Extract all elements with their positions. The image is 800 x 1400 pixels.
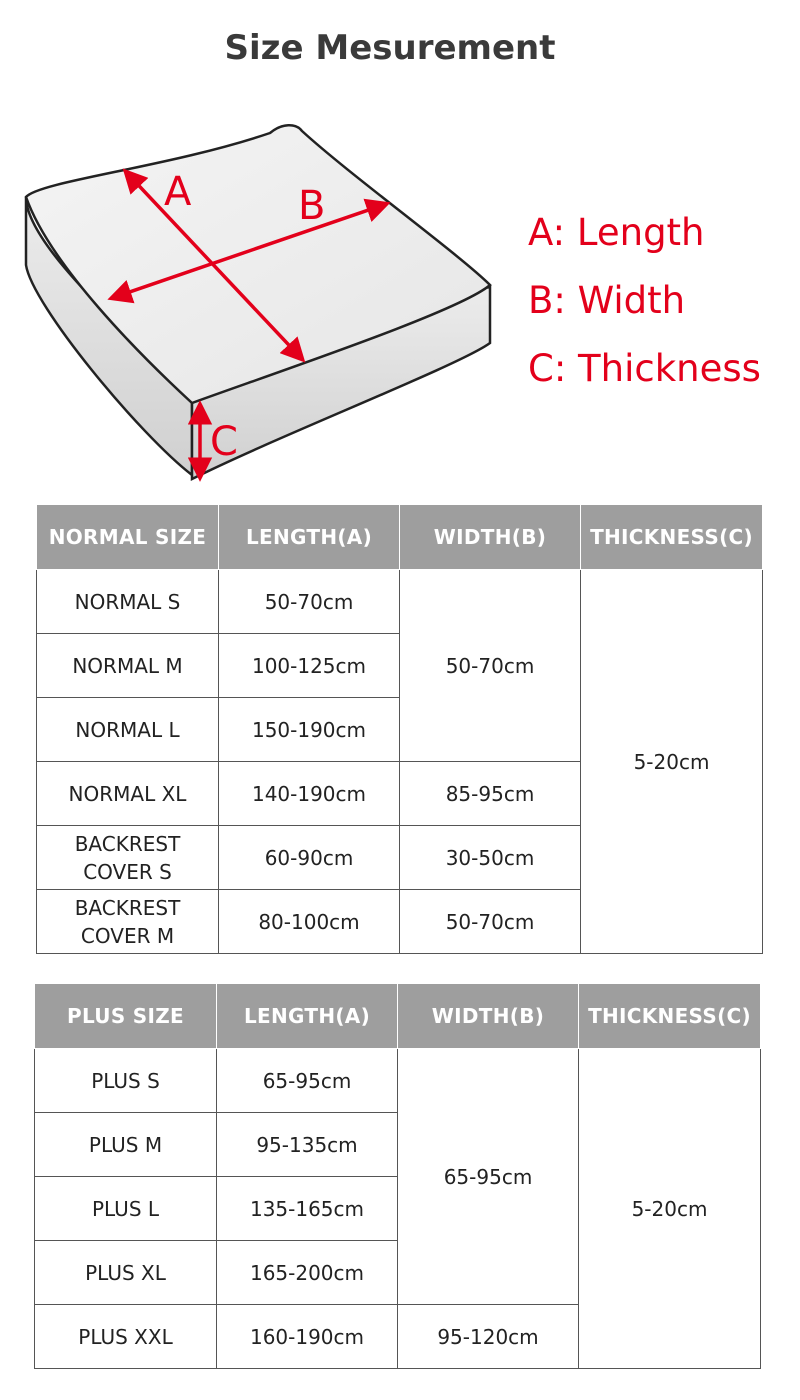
- header-length: LENGTH(A): [219, 505, 400, 570]
- table-header-row: [37, 505, 763, 570]
- table-row: [35, 1049, 761, 1113]
- length-cell: 135-165cm: [217, 1177, 398, 1241]
- width-cell: 85-95cm: [400, 762, 581, 826]
- width-cell: 95-120cm: [398, 1305, 579, 1369]
- header-length: LENGTH(A): [217, 984, 398, 1049]
- size-cell: BACKREST COVER S: [37, 826, 219, 890]
- width-cell: 50-70cm: [400, 890, 581, 954]
- table-header-row: [35, 984, 761, 1049]
- length-cell: 80-100cm: [219, 890, 400, 954]
- header-thickness: THICKNESS(C): [579, 984, 761, 1049]
- length-cell: 50-70cm: [219, 570, 400, 634]
- length-cell: 100-125cm: [219, 634, 400, 698]
- label-c: C: [210, 419, 238, 465]
- size-cell: PLUS L: [35, 1177, 217, 1241]
- legend-thickness: C: Thickness: [528, 347, 761, 390]
- size-cell: NORMAL L: [37, 698, 219, 762]
- width-cell-merged: 50-70cm: [400, 570, 581, 762]
- table-row: [37, 570, 763, 634]
- legend-length: A: Length: [528, 211, 705, 254]
- length-cell: 60-90cm: [219, 826, 400, 890]
- length-cell: 165-200cm: [217, 1241, 398, 1305]
- header-width: WIDTH(B): [400, 505, 581, 570]
- size-cell: PLUS XL: [35, 1241, 217, 1305]
- header-thickness: THICKNESS(C): [581, 505, 763, 570]
- size-cell: PLUS M: [35, 1113, 217, 1177]
- size-cell: PLUS XXL: [35, 1305, 217, 1369]
- length-cell: 95-135cm: [217, 1113, 398, 1177]
- length-cell: 150-190cm: [219, 698, 400, 762]
- width-cell: 30-50cm: [400, 826, 581, 890]
- size-cell: PLUS S: [35, 1049, 217, 1113]
- header-width: WIDTH(B): [398, 984, 579, 1049]
- size-cell: NORMAL S: [37, 570, 219, 634]
- size-cell: NORMAL M: [37, 634, 219, 698]
- legend-width: B: Width: [528, 279, 686, 322]
- length-cell: 160-190cm: [217, 1305, 398, 1369]
- header-normal-size: NORMAL SIZE: [37, 505, 219, 570]
- width-cell-merged: 65-95cm: [398, 1049, 579, 1305]
- length-cell: 65-95cm: [217, 1049, 398, 1113]
- dimension-legend: [528, 205, 761, 409]
- plus-size-table: [34, 983, 761, 1369]
- thickness-cell-merged: 5-20cm: [579, 1049, 761, 1369]
- length-cell: 140-190cm: [219, 762, 400, 826]
- label-a: A: [164, 169, 192, 215]
- page-title: Size Mesurement: [224, 28, 556, 68]
- cushion-diagram: [20, 115, 500, 487]
- header-plus-size: PLUS SIZE: [35, 984, 217, 1049]
- label-b: B: [298, 183, 326, 229]
- size-cell: NORMAL XL: [37, 762, 219, 826]
- size-cell: BACKREST COVER M: [37, 890, 219, 954]
- thickness-cell-merged: 5-20cm: [581, 570, 763, 954]
- normal-size-table: [36, 504, 763, 954]
